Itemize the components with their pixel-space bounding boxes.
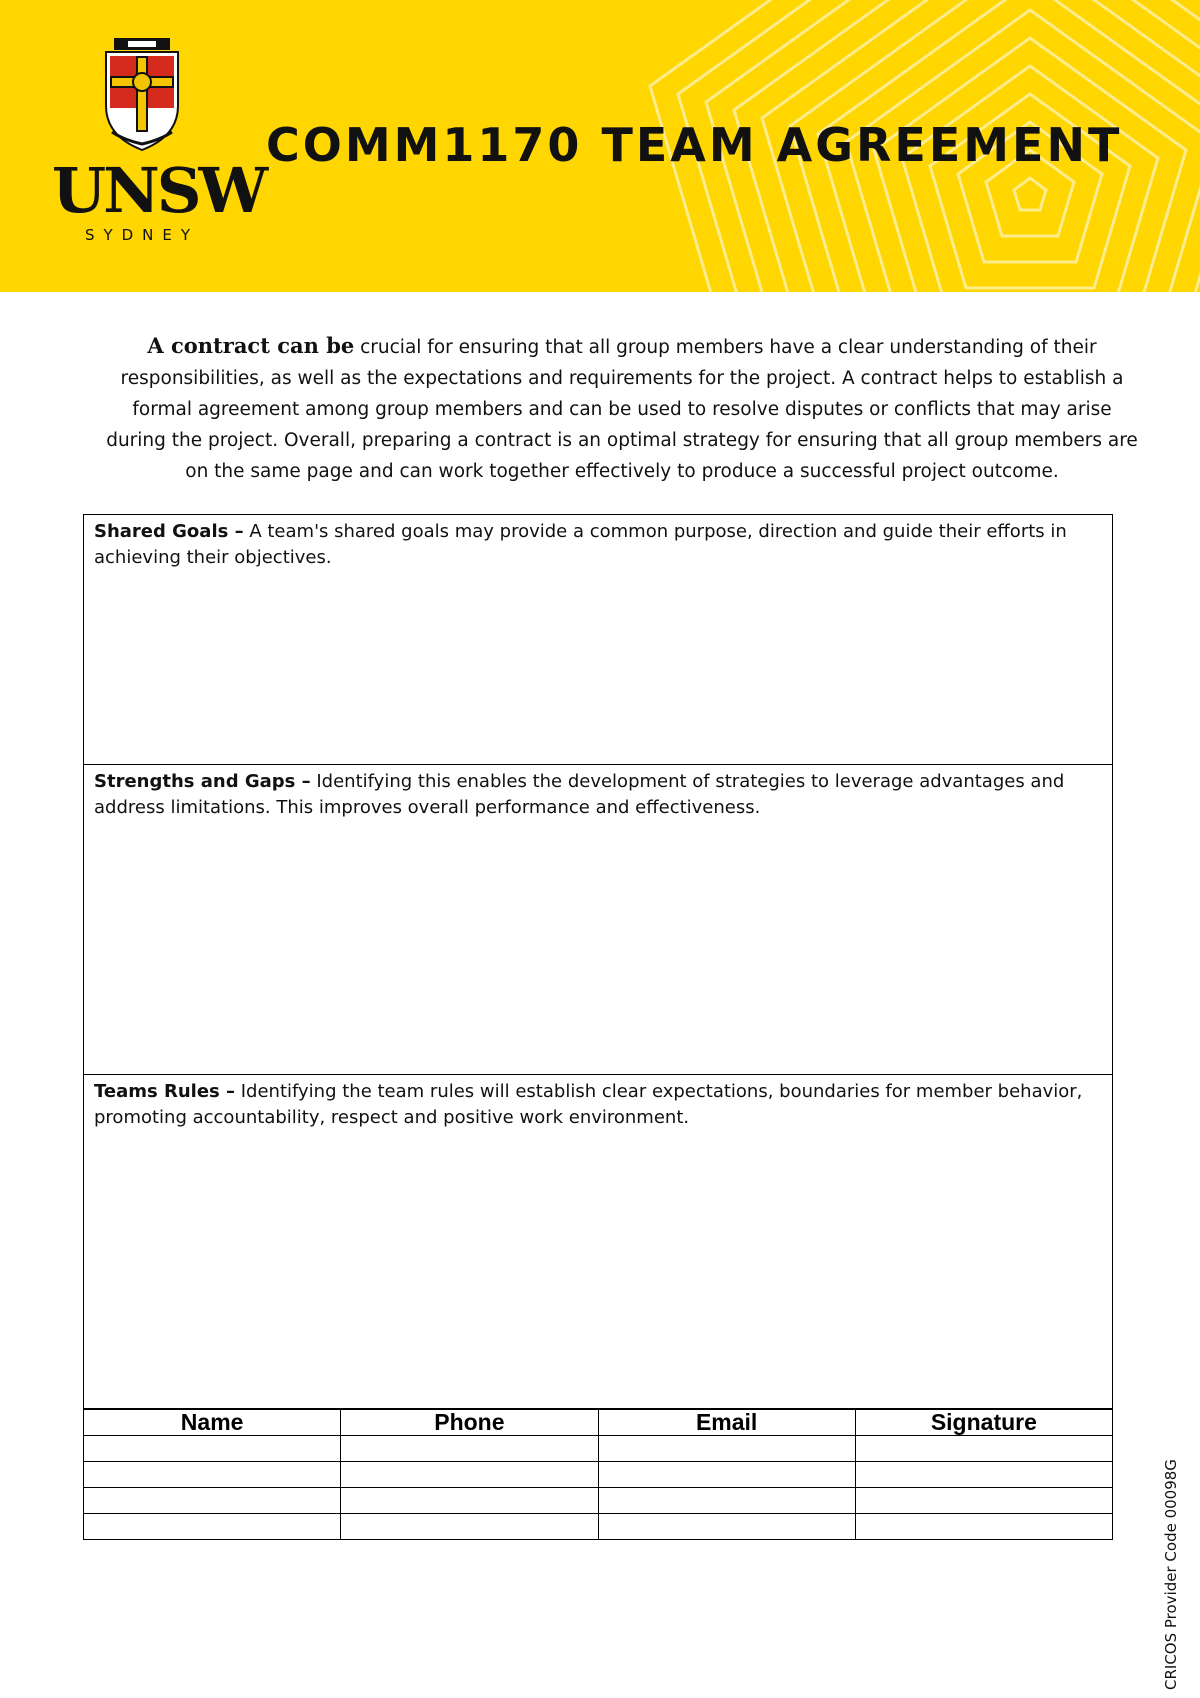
email-cell[interactable] [598, 1488, 855, 1514]
intro-text: crucial for ensuring that all group members have a clear understanding of their responsibilities, as well as the expectations and requirements for the project. A contract helps to establish a formal agreement among group members and can be used to resolve disputes or conflicts that may arise during the project. Overall, preparing a contract is an optimal strategy for ensuring that all group members are on the same page and can work together effectively to produce a successful project outcome. [106, 337, 1138, 482]
column-header-signature: Signature [855, 1409, 1112, 1436]
intro-paragraph [100, 330, 1144, 487]
signature-cell[interactable] [855, 1462, 1112, 1488]
section-description: Identifying the team rules will establish clear expectations, boundaries for member behavior, promoting accountability, respect and positive work environment. [94, 1081, 1083, 1128]
phone-cell[interactable] [341, 1462, 598, 1488]
table-row [84, 1514, 1113, 1540]
members-table [83, 1408, 1113, 1540]
members-table-header [84, 1409, 1113, 1436]
name-cell[interactable] [84, 1514, 341, 1540]
section-heading: Shared Goals – [94, 521, 244, 542]
signature-cell[interactable] [855, 1436, 1112, 1462]
signature-cell[interactable] [855, 1514, 1112, 1540]
unsw-wordmark: UNSW [52, 154, 266, 227]
column-header-name: Name [84, 1409, 341, 1436]
unsw-crest-logo [104, 36, 180, 152]
section-description: Identifying this enables the development of strategies to leverage advantages and address limitations. This improves overall performance and effectiveness. [94, 771, 1065, 818]
name-cell[interactable] [84, 1488, 341, 1514]
strengths-and-gaps-section[interactable] [84, 765, 1112, 1075]
header-banner [0, 0, 1200, 292]
agreement-sections [83, 514, 1113, 1410]
column-header-email: Email [598, 1409, 855, 1436]
signature-cell[interactable] [855, 1488, 1112, 1514]
team-rules-section[interactable] [84, 1075, 1112, 1409]
table-row [84, 1436, 1113, 1462]
cricos-code: CRICOS Provider Code 00098G [1162, 1459, 1180, 1690]
section-description: A team's shared goals may provide a common purpose, direction and guide their efforts in achieving their objectives. [94, 521, 1067, 568]
column-header-phone: Phone [341, 1409, 598, 1436]
email-cell[interactable] [598, 1436, 855, 1462]
email-cell[interactable] [598, 1514, 855, 1540]
table-row [84, 1488, 1113, 1514]
email-cell[interactable] [598, 1462, 855, 1488]
phone-cell[interactable] [341, 1514, 598, 1540]
name-cell[interactable] [84, 1462, 341, 1488]
phone-cell[interactable] [341, 1488, 598, 1514]
shared-goals-section[interactable] [84, 515, 1112, 765]
name-cell[interactable] [84, 1436, 341, 1462]
page-title: COMM1170 TEAM AGREEMENT [266, 118, 1123, 172]
intro-lead: A contract can be [147, 333, 355, 358]
phone-cell[interactable] [341, 1436, 598, 1462]
table-row [84, 1462, 1113, 1488]
section-heading: Strengths and Gaps – [94, 771, 311, 792]
unsw-sydney-label: SYDNEY [84, 226, 200, 244]
section-heading: Teams Rules – [94, 1081, 236, 1102]
